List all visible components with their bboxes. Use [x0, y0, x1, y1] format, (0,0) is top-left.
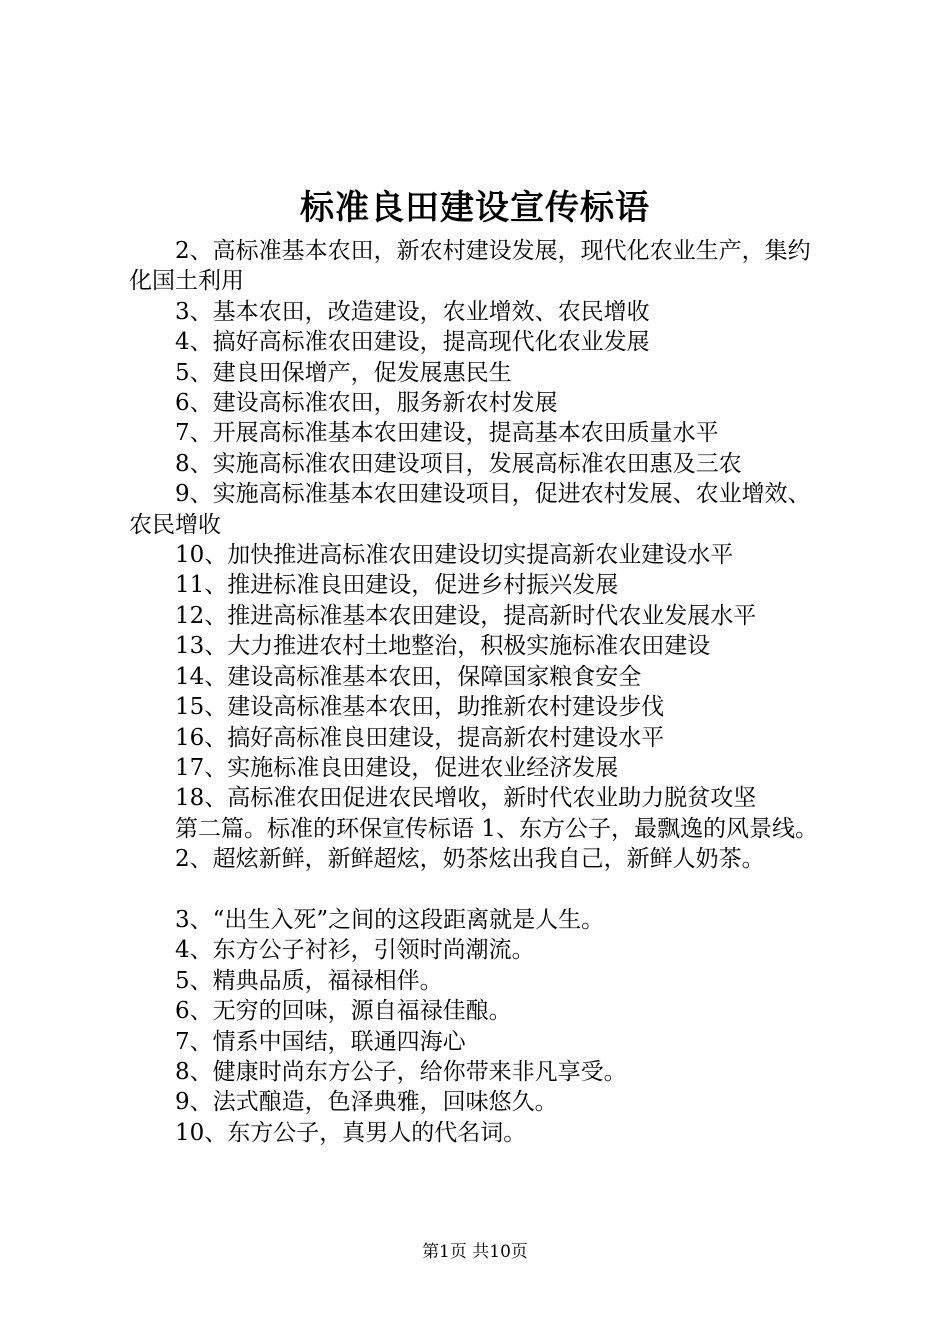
- slogan-paragraph: 8、健康时尚东方公子，给你带来非凡享受。: [175, 1058, 627, 1085]
- page-number-footer: 第1页 共10页: [422, 1242, 528, 1262]
- slogan-paragraph: 4、搞好高标准农田建设，提高现代化农业发展: [175, 329, 650, 356]
- slogan-paragraph: 3、“出生入死”之间的这段距离就是人生。: [175, 906, 605, 933]
- slogan-paragraph: 12、推进高标准基本农田建设，提高新时代农业发展水平: [175, 602, 757, 629]
- document-body: [129, 236, 833, 1148]
- section-heading-paragraph: 第二篇。标准的环保宣传标语 1、东方公子，最飘逸的风景线。: [175, 815, 818, 842]
- slogan-paragraph: 9、法式酿造，色泽典雅，回味悠久。: [175, 1089, 558, 1116]
- slogan-paragraph: 6、建设高标准农田，服务新农村发展: [175, 390, 558, 417]
- slogan-paragraph: 8、实施高标准农田建设项目，发展高标准农田惠及三农: [175, 450, 742, 477]
- slogan-paragraph: 10、东方公子，真男人的代名词。: [175, 1119, 527, 1146]
- slogan-paragraph: 17、实施标准良田建设，促进农业经济发展: [175, 754, 619, 781]
- slogan-paragraph: 18、高标准农田促进农民增收，新时代农业助力脱贫攻坚: [175, 785, 757, 812]
- slogan-paragraph: 11、推进标准良田建设，促进乡村振兴发展: [175, 572, 619, 599]
- slogan-paragraph: 16、搞好高标准良田建设，提高新农村建设水平: [175, 724, 665, 751]
- slogan-paragraph: 2、超炫新鲜，新鲜超炫，奶茶炫出我自己，新鲜人奶茶。: [175, 846, 765, 873]
- blank-line: [129, 875, 833, 905]
- slogan-paragraph: 3、基本农田，改造建设，农业增效、农民增收: [175, 298, 650, 325]
- slogan-paragraph: 5、精典品质，福禄相伴。: [175, 967, 443, 994]
- slogan-paragraph: 10、加快推进高标准农田建设切实提高新农业建设水平: [175, 542, 734, 569]
- slogan-paragraph: 5、建良田保增产，促发展惠民生: [175, 359, 512, 386]
- document-title: 标准良田建设宣传标语: [300, 188, 650, 228]
- slogan-paragraph: 9、实施高标准基本农田建设项目，促进农村发展、农业增效、农民增收: [129, 481, 811, 538]
- slogan-paragraph: 6、无穷的回味，源自福禄佳酿。: [175, 998, 512, 1025]
- slogan-paragraph: 7、情系中国结，联通四海心: [175, 1028, 466, 1055]
- slogan-paragraph: 4、东方公子衬衫，引领时尚潮流。: [175, 937, 535, 964]
- slogan-paragraph: 15、建设高标准基本农田，助推新农村建设步伐: [175, 694, 665, 721]
- slogan-paragraph: 13、大力推进农村土地整治，积极实施标准农田建设: [175, 633, 711, 660]
- slogan-paragraph: 7、开展高标准基本农田建设，提高基本农田质量水平: [175, 420, 719, 447]
- slogan-paragraph: 2、高标准基本农田，新农村建设发展，现代化农业生产，集约化国土利用: [129, 238, 811, 295]
- slogan-paragraph: 14、建设高标准基本农田，保障国家粮食安全: [175, 663, 642, 690]
